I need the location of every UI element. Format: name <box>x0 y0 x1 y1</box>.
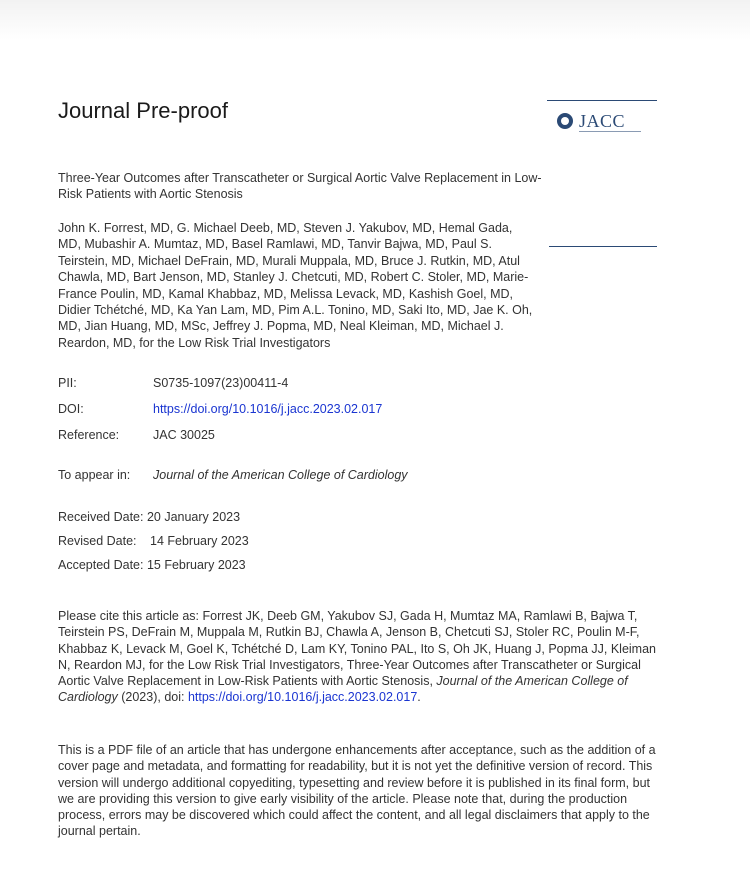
accepted-label: Accepted Date: <box>58 558 144 572</box>
disclaimer-text: This is a PDF file of an article that has undergone enhancements after acceptance, such as the addition of a cover page and metadata, and formatting for readability, but it is not yet the definitive version of record. This version will undergo additional copyediting, typesetting and review before it is published in its final form, but we are providing this version to give early visibility of the article. Please note that, during the production process, errors may be discovered which could affect the content, and all legal disclaimers that apply to the journal pertain. <box>58 743 656 839</box>
received-row <box>58 510 240 524</box>
citation-block <box>58 608 658 706</box>
reference-value: JAC 30025 <box>153 428 215 442</box>
page-heading: Journal Pre-proof <box>58 98 228 123</box>
divider <box>549 246 657 247</box>
received-label: Received Date: <box>58 510 144 524</box>
citation-journal: Journal of the American College of Cardiology <box>58 674 628 705</box>
revised-label: Revised Date: <box>58 534 137 548</box>
revised-value: 14 February 2023 <box>150 534 249 548</box>
jacc-logo <box>547 100 657 136</box>
logo-rule <box>547 100 657 101</box>
citation-year: (2023), doi: <box>117 690 188 705</box>
article-title: Three-Year Outcomes after Transcatheter or Surgical Aortic Valve Replacement in Low-Risk Patients with Aortic Stenosis <box>58 171 542 201</box>
page-top-shade <box>0 0 750 40</box>
revised-row <box>58 534 249 548</box>
doi-label: DOI: <box>58 402 84 416</box>
doi-link[interactable]: https://doi.org/10.1016/j.jacc.2023.02.017 <box>153 402 383 416</box>
citation-text: Please cite this article as: Forrest JK, Deeb GM, Yakubov SJ, Gada H, Mumtaz MA, Ramlawi B, Bajwa T, Teirstein PS, DeFrain M, Muppala M, Rutkin BJ, Chawla A, Jenson B, Chetcuti SJ, Stoler RC, Poulin M-F, Khabbaz K, Levack M, Goel K, Tchétché D, Lam KY, Tonino PAL, Ito S, Oh JK, Huang J, Popma JJ, Kleiman N, Reardon MJ, for the Low Risk Trial Investigators, Three-Year Outcomes after Transcatheter or Surgical Aortic Valve Replacement in Low-Risk Patients with Aortic Stenosis, <box>58 609 656 689</box>
reference-label: Reference: <box>58 428 120 442</box>
logo-wordmark: JACC <box>579 111 626 131</box>
accepted-value: 15 February 2023 <box>146 558 246 572</box>
appear-label: To appear in: <box>58 468 131 482</box>
logo-underline <box>579 131 641 132</box>
pii-value: S0735-1097(23)00411-4 <box>153 376 289 390</box>
pii-label: PII: <box>58 376 77 390</box>
accepted-row <box>58 558 246 572</box>
citation-doi-link[interactable]: https://doi.org/10.1016/j.jacc.2023.02.017 <box>187 690 418 705</box>
seal-icon <box>557 113 573 129</box>
author-list: John K. Forrest, MD, G. Michael Deeb, MD, Steven J. Yakubov, MD, Hemal Gada, MD, Mubashir A. Mumtaz, MD, Basel Ramlawi, MD, Tanvir Bajwa, MD, Paul S. Teirstein, MD, Michael DeFrain, MD, Murali Muppala, MD, Bruce J. Rutkin, MD, Atul Chawla, MD, Bart Jenson, MD, Stanley J. Chetcuti, MD, Robert C. Stoler, MD, Marie-France Poulin, MD, Kamal Khabbaz, MD, Melissa Levack, MD, Kashish Goel, MD, Didier Tchétché, MD, Ka Yan Lam, MD, Pim A.L. Tonino, MD, Saki Ito, MD, Jae K. Oh, MD, Jian Huang, MD, MSc, Jeffrey J. Popma, MD, Neal Kleiman, MD, Michael J. Reardon, MD, for the Low Risk Trial Investigators <box>58 221 533 350</box>
citation-end: . <box>417 690 421 705</box>
received-value: 20 January 2023 <box>146 510 241 524</box>
journal-name: Journal of the American College of Cardiology <box>153 468 408 482</box>
